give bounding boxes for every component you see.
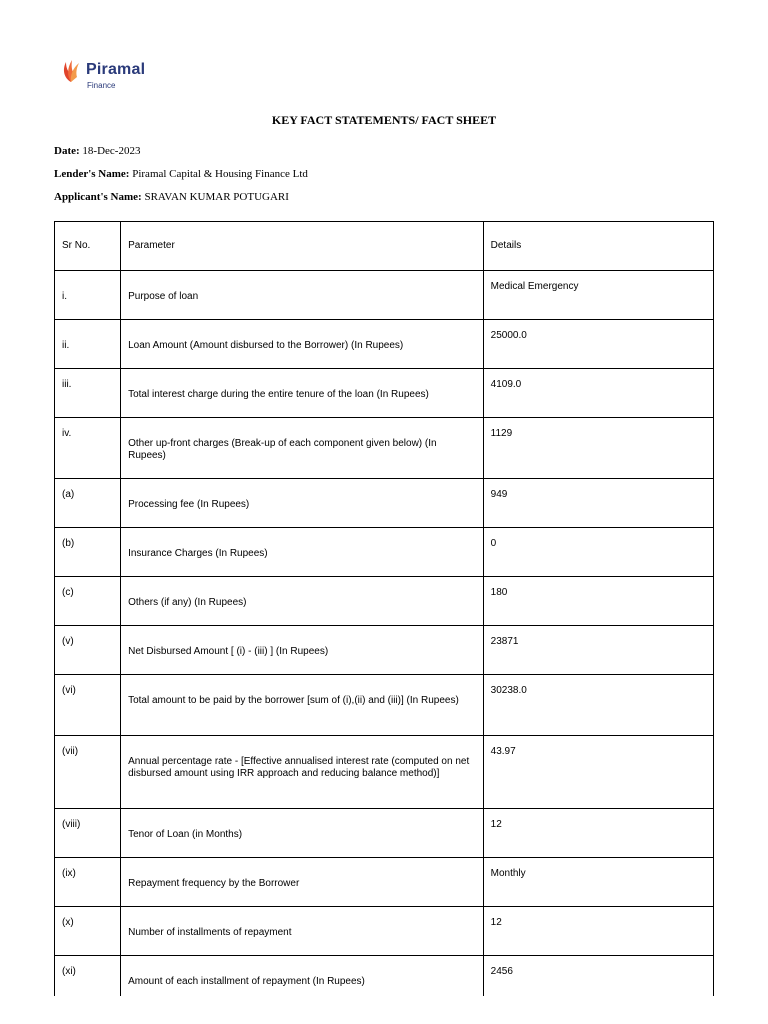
table-row — [55, 626, 714, 675]
details-cell — [483, 956, 713, 997]
details-text: 23871 — [490, 636, 519, 647]
header-details: Details — [490, 240, 522, 251]
date-value: 18-Dec-2023 — [82, 145, 141, 157]
piramal-logo — [58, 50, 158, 94]
sr-text: (a) — [62, 489, 75, 500]
header-sr: Sr No. — [62, 240, 91, 251]
sr-cell — [55, 626, 121, 675]
applicant-line — [54, 191, 289, 203]
param-cell — [121, 320, 484, 369]
details-cell — [483, 626, 713, 675]
sr-cell — [55, 271, 121, 320]
param-cell — [121, 907, 484, 956]
details-cell — [483, 369, 713, 418]
details-text: 0 — [490, 538, 497, 549]
applicant-value: SRAVAN KUMAR POTUGARI — [144, 191, 289, 203]
param-cell — [121, 858, 484, 907]
date-label: Date: — [54, 145, 80, 157]
header-cell — [121, 222, 484, 271]
sr-cell — [55, 320, 121, 369]
param-cell — [121, 369, 484, 418]
param-cell — [121, 626, 484, 675]
sr-cell — [55, 907, 121, 956]
param-text: Net Disbursed Amount [ (i) - (iii) ] (In Rupees) — [128, 646, 329, 657]
details-cell — [483, 858, 713, 907]
details-cell — [483, 271, 713, 320]
details-text: 25000.0 — [490, 330, 527, 341]
table-row — [55, 907, 714, 956]
details-cell — [483, 577, 713, 626]
param-text: Annual percentage rate - [Effective annualised interest rate (computed on net disbursed amount using IRR approach and reducing balance method)] — [128, 756, 470, 779]
sr-text: (b) — [62, 538, 75, 549]
param-text: Total amount to be paid by the borrower [sum of (i),(ii) and (iii)] (In Rupees) — [128, 695, 459, 706]
sr-text: (ix) — [62, 868, 76, 879]
sr-text: i. — [62, 291, 67, 302]
details-cell — [483, 479, 713, 528]
sr-cell — [55, 418, 121, 479]
details-cell — [483, 809, 713, 858]
sr-text: iv. — [62, 428, 72, 439]
sr-text: (xi) — [62, 966, 76, 977]
param-text: Loan Amount (Amount disbursed to the Borrower) (In Rupees) — [128, 340, 404, 351]
sr-text: (vi) — [62, 685, 76, 696]
details-text: Medical Emergency — [490, 281, 579, 292]
details-cell — [483, 907, 713, 956]
param-cell — [121, 479, 484, 528]
param-text: Total interest charge during the entire tenure of the loan (In Rupees) — [128, 389, 429, 400]
details-text: 949 — [490, 489, 508, 500]
param-cell — [121, 418, 484, 479]
details-cell — [483, 418, 713, 479]
param-cell — [121, 675, 484, 736]
piramal-flame-icon — [58, 54, 84, 84]
logo-name: Piramal — [86, 61, 146, 78]
header-cell — [483, 222, 713, 271]
table-header-row — [55, 222, 714, 271]
table-row — [55, 675, 714, 736]
sr-cell — [55, 577, 121, 626]
sr-text: iii. — [62, 379, 72, 390]
details-cell — [483, 320, 713, 369]
table-row — [55, 320, 714, 369]
lender-value: Piramal Capital & Housing Finance Ltd — [132, 168, 308, 180]
sr-cell — [55, 675, 121, 736]
sr-text: (viii) — [62, 819, 81, 830]
details-text: 12 — [490, 819, 502, 830]
lender-line — [54, 168, 308, 180]
date-line — [54, 145, 140, 157]
sr-text: ii. — [62, 340, 70, 351]
param-text: Insurance Charges (In Rupees) — [128, 548, 268, 559]
param-text: Repayment frequency by the Borrower — [128, 878, 300, 889]
logo-subtitle: Finance — [87, 81, 116, 90]
table-row — [55, 369, 714, 418]
details-cell — [483, 736, 713, 809]
details-text: 1129 — [490, 428, 513, 439]
sr-cell — [55, 736, 121, 809]
param-cell — [121, 577, 484, 626]
key-fact-table — [54, 221, 714, 996]
param-text: Processing fee (In Rupees) — [128, 499, 250, 510]
sr-text: (vii) — [62, 746, 79, 757]
table-row — [55, 577, 714, 626]
sr-cell — [55, 858, 121, 907]
table-row — [55, 418, 714, 479]
sr-cell — [55, 369, 121, 418]
header-parameter: Parameter — [128, 240, 175, 251]
applicant-label: Applicant's Name: — [54, 191, 142, 203]
table-row — [55, 528, 714, 577]
param-cell — [121, 528, 484, 577]
sr-cell — [55, 809, 121, 858]
param-cell — [121, 956, 484, 997]
header-cell — [55, 222, 121, 271]
table-row — [55, 479, 714, 528]
document-title: KEY FACT STATEMENTS/ FACT SHEET — [271, 113, 497, 127]
param-text: Tenor of Loan (in Months) — [128, 829, 243, 840]
sr-cell — [55, 479, 121, 528]
param-text: Others (if any) (In Rupees) — [128, 597, 247, 608]
details-text: 180 — [490, 587, 508, 598]
details-text: Monthly — [490, 868, 526, 879]
details-text: 12 — [490, 917, 502, 928]
details-text: 43.97 — [490, 746, 516, 757]
sr-text: (v) — [62, 636, 74, 647]
param-text: Other up-front charges (Break-up of each component given below) (In Rupees) — [128, 438, 437, 461]
details-cell — [483, 675, 713, 736]
table-row — [55, 809, 714, 858]
sr-cell — [55, 528, 121, 577]
param-cell — [121, 809, 484, 858]
details-text: 30238.0 — [490, 685, 527, 696]
details-text: 4109.0 — [490, 379, 522, 390]
details-text: 2456 — [490, 966, 513, 977]
param-cell — [121, 736, 484, 809]
param-text: Purpose of loan — [128, 291, 199, 302]
table-row — [55, 736, 714, 809]
param-text: Amount of each installment of repayment (In Rupees) — [128, 976, 365, 987]
sr-text: (c) — [62, 587, 74, 598]
sr-cell — [55, 956, 121, 997]
sr-text: (x) — [62, 917, 74, 928]
table-row — [55, 956, 714, 997]
lender-label: Lender's Name: — [54, 168, 130, 180]
table-row — [55, 858, 714, 907]
details-cell — [483, 528, 713, 577]
param-cell — [121, 271, 484, 320]
param-text: Number of installments of repayment — [128, 927, 292, 938]
table-row — [55, 271, 714, 320]
